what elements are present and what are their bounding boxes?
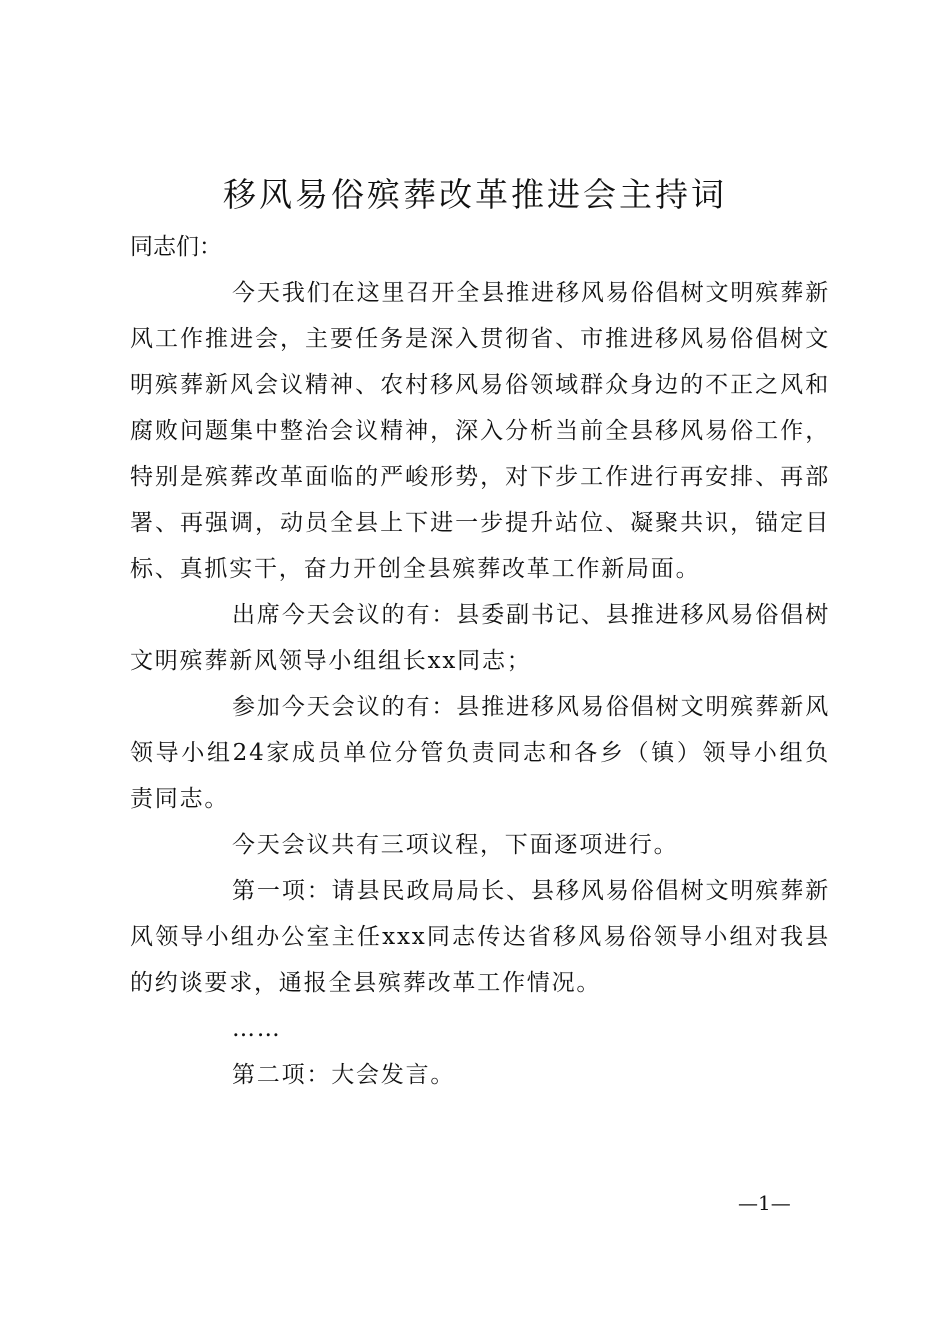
- paragraph-item-one: 第一项：请县民政局局长、县移风易俗倡树文明殡葬新风领导小组办公室主任xxx同志传达省移风易俗领导小组对我县的约谈要求，通报全县殡葬改革工作情况。: [130, 878, 830, 996]
- paragraph-participants: 参加今天会议的有：县推进移风易俗倡树文明殡葬新风领导小组24家成员单位分管负责同志和各乡（镇）领导小组负责同志。: [130, 694, 830, 812]
- page-number: —1—: [738, 1191, 791, 1215]
- greeting: 同志们：: [130, 234, 222, 260]
- paragraph-item-two: 第二项：大会发言。: [232, 1062, 456, 1088]
- paragraph-attendees: 出席今天会议的有：县委副书记、县推进移风易俗倡树文明殡葬新风领导小组组长xx同志；: [130, 602, 830, 674]
- paragraph-opening: 今天我们在这里召开全县推进移风易俗倡树文明殡葬新风工作推进会，主要任务是深入贯彻省、市推进移风易俗倡树文明殡葬新风会议精神、农村移风易俗领域群众身边的不正之风和腐败问题集中整治会议精神，深入分析当前全县移风易俗工作，特别是殡葬改革面临的严峻形势，对下步工作进行再安排、再部署、再强调，动员全县上下进一步提升站位、凝聚共识，锚定目标、真抓实干，奋力开创全县殡葬改革工作新局面。: [130, 280, 830, 582]
- paragraph-ellipsis: ……: [232, 1016, 282, 1042]
- document-body: [130, 270, 830, 1098]
- paragraph-agenda: 今天会议共有三项议程，下面逐项进行。: [232, 832, 679, 858]
- document-title: 移风易俗殡葬改革推进会主持词: [223, 175, 727, 214]
